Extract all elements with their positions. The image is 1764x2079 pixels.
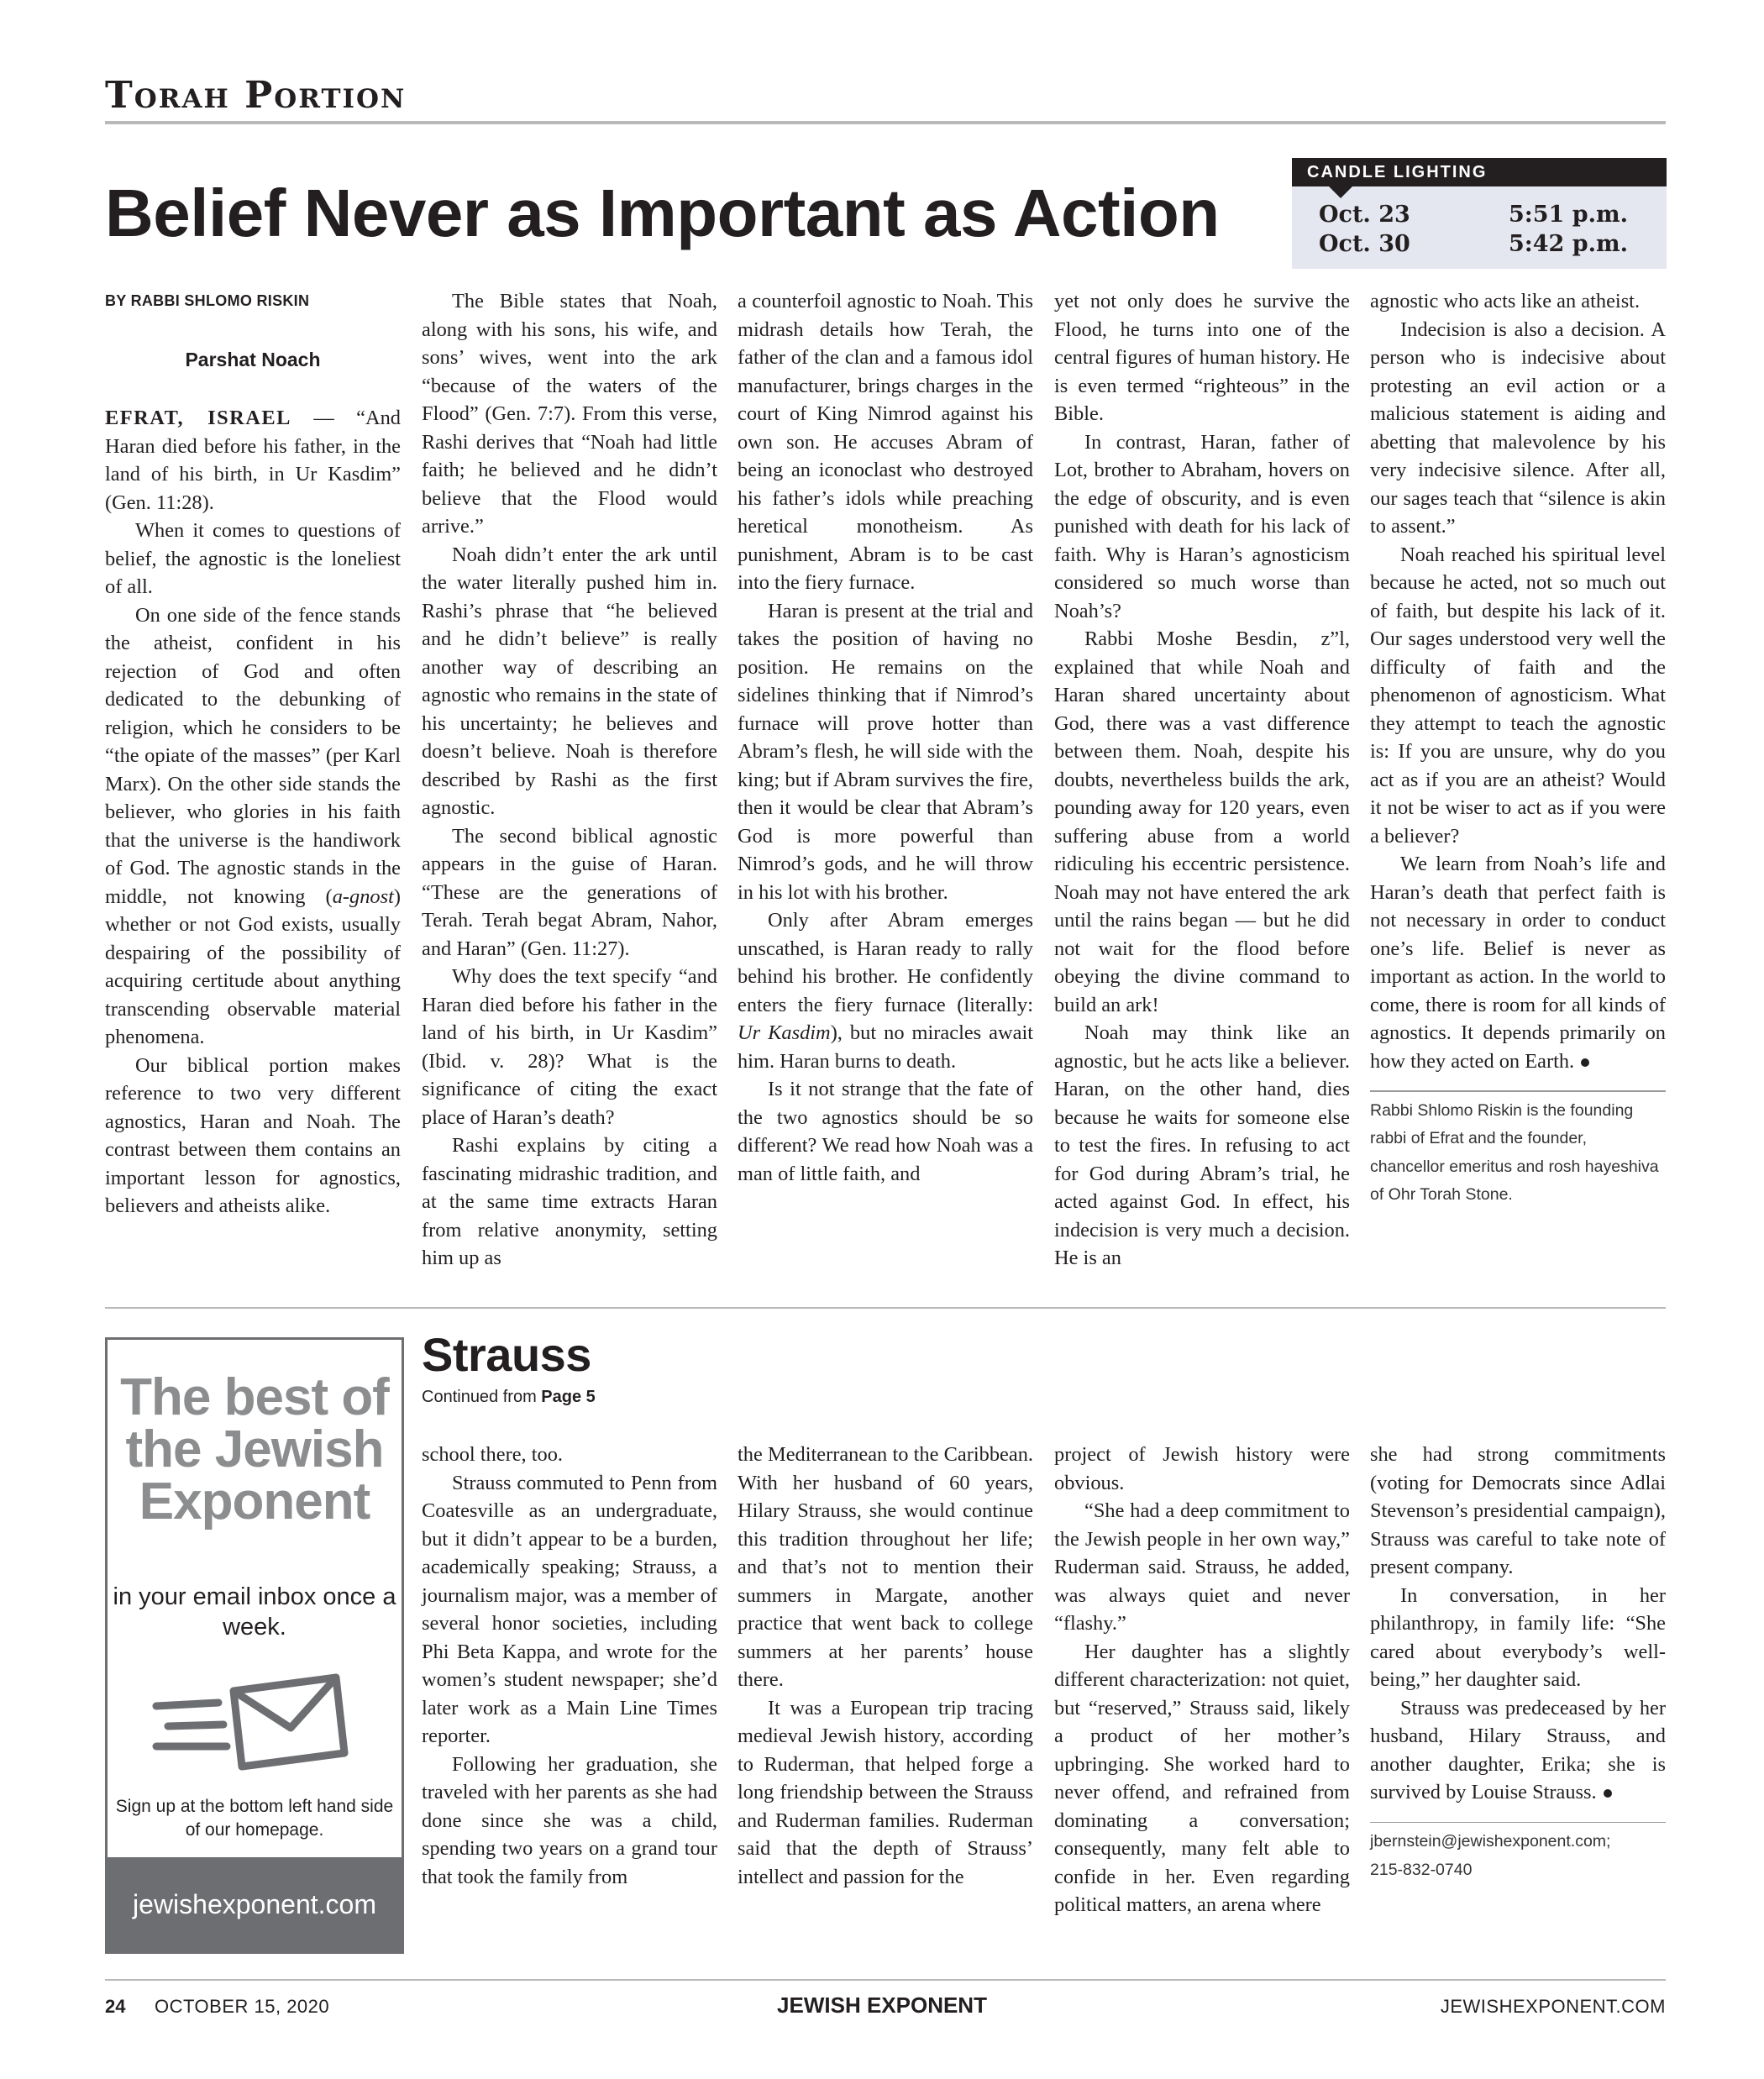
- candle-date: Oct. 23: [1319, 202, 1410, 228]
- continued-label: Continued from: [422, 1388, 542, 1406]
- ad-url-link[interactable]: jewishexponent.com: [108, 1857, 402, 1951]
- newsletter-ad[interactable]: [105, 1337, 404, 1954]
- article-paragraph: agnostic who acts like an atheist.: [1370, 290, 1641, 312]
- page-number: 24: [105, 1996, 126, 2017]
- candle-row: [1319, 231, 1646, 257]
- article-paragraph: [738, 906, 1033, 1075]
- contact-phone: 215-832-0740: [1370, 1860, 1473, 1879]
- footer-divider: [105, 1979, 1666, 1981]
- candle-row: [1319, 202, 1646, 228]
- article-column-2: [422, 287, 717, 1273]
- strauss-paragraph: It was a European trip tracing medieval Jewish history, according to Ruderman, that helped forge a long friendship between the Strauss and Ruderman families. Ruderman said that the depth of Strauss’ intellect and passion for the: [738, 1696, 1033, 1888]
- end-mark-icon: [1581, 1058, 1589, 1067]
- strauss-paragraph: she had strong commitments (voting for Democrats since Adlai Stevenson’s presidential campaign), Strauss was careful to take note of present company.: [1370, 1443, 1666, 1578]
- strauss-paragraph: project of Jewish history were obvious.: [1054, 1443, 1350, 1494]
- article-paragraph: Rashi explains by citing a fascinating midrashic tradition, and at the same time extracts Haran from relative anonymity, setting him up as: [422, 1134, 717, 1269]
- article-paragraph: Our biblical portion makes reference to two very different agnostics, Haran and Noah. The contrast between them contains an important lesson for agnostics, believers and atheists alike.: [105, 1053, 401, 1217]
- strauss-paragraph: Following her graduation, she traveled with her parents as she had done since she was a child, spending two years on a grand tour that took the family from: [422, 1752, 717, 1888]
- end-mark-icon: [1604, 1789, 1612, 1798]
- strauss-paragraph: “She had a deep commitment to the Jewish people in her own way,” Ruderman said. Strauss, he added, was always quiet and never “flashy.”: [1054, 1499, 1350, 1635]
- strauss-headline: Strauss: [422, 1328, 591, 1381]
- candle-time: 5:42 p.m.: [1509, 231, 1628, 257]
- candle-time: 5:51 p.m.: [1509, 202, 1628, 228]
- article-headline: Belief Never as Important as Action: [105, 176, 1220, 250]
- contact-divider: [1370, 1822, 1666, 1824]
- author-bio: Rabbi Shlomo Riskin is the founding rabbi of Efrat and the founder, chancellor emeritus and rosh hayeshiva of Ohr Torah Stone.: [1370, 1100, 1659, 1204]
- continued-page-link[interactable]: Page 5: [541, 1388, 596, 1406]
- article-paragraph: Why does the text specify “and Haran died before his father in the land of his birth, in Ur Kasdim” (Ibid. v. 28)? What is the significance of citing the exact place of Haran’s death?: [422, 965, 717, 1129]
- publication-name: JEWISH EXPONENT: [777, 1992, 987, 2018]
- article-paragraph: a counterfoil agnostic to Noah. This midrash details how Terah, the father of the clan and a famous idol manufacturer, brings charges in the court of King Nimrod against his own son. He accuses Abram of being an iconoclast who destroyed his father’s idols while preaching heretical monotheism. As punishment, Abram is to be cast into the fiery furnace.: [738, 290, 1033, 594]
- strauss-paragraph: Strauss commuted to Penn from Coatesville as an undergraduate, but it didn’t appear to be a burden, academically speaking; Strauss, a journalism major, was a member of several honor societies, including Phi Beta Kappa, and wrote for the women’s student newspaper; she’d later work as a Main Line Times reporter.: [422, 1471, 717, 1747]
- paragraph-text: On one side of the fence stands the atheist, confident in his rejection of God and often dedicated to the debunking of religion, which he considers to be “the opiate of the masses” (per Karl Marx). On the other side stands the believer, who glories in his faith that the universe is the handiwork of God. The agnostic stands in the middle, not knowing (: [105, 603, 401, 908]
- byline: BY RABBI SHLOMO RISKIN: [105, 292, 310, 309]
- article-paragraph: When it comes to questions of belief, the agnostic is the loneliest of all.: [105, 519, 401, 598]
- article-paragraph: Rabbi Moshe Besdin, z”l, explained that while Noah and Haran shared uncertainty about God, there was a vast difference between them. Noah, despite his doubts, nevertheless builds the ark, pounding away for 120 years, even suffering abuse from a world ridiculing his eccentric persistence. Noah may not have entered the ark until the rains began — but he did not wait for the flood before obeying the divine command to build an ark!: [1054, 627, 1350, 1016]
- dateline: EFRAT, ISRAEL: [105, 407, 291, 429]
- section-divider: [105, 1307, 1666, 1309]
- ad-note: Sign up at the bottom left hand side of our homepage.: [115, 1797, 394, 1840]
- issue-date: OCTOBER 15, 2020: [155, 1996, 330, 2017]
- italic-term: a-gnost: [332, 885, 394, 908]
- article-paragraph: In contrast, Haran, father of Lot, brother to Abraham, hovers on the edge of obscurity, and is even punished with death for his lack of faith. Why is Haran’s agnosticism considered so much worse than Noah’s?: [1054, 430, 1350, 622]
- paragraph-text: — “And Haran died before his father, in the land of his birth, in Ur Kasdim” (Gen. 11:28).: [105, 407, 401, 514]
- article-column-3: [738, 287, 1033, 1188]
- article-column-1: [105, 287, 401, 1221]
- paragraph-text: Strauss was predeceased by her husband, Hilary Strauss, and another daughter, Erika; she is survived by Louise Strauss.: [1370, 1696, 1666, 1803]
- article-paragraph: Haran is present at the trial and takes the position of having no position. He remains on the sidelines thinking that if Nimrod’s furnace will prove hotter than Abram’s flesh, he will side with the king; but if Abram survives the fire, then it would be clear that Abram’s God is more powerful than Nimrod’s gods, and he will throw in his lot with his brother.: [738, 599, 1033, 904]
- article-paragraph: Noah didn’t enter the ark until the water literally pushed him in. Rashi’s phrase that “he believed and he didn’t believe” is really another way of describing an agnostic who remains in the state of his uncertainty; he believes and doesn’t believe. Noah is therefore described by Rashi as the first agnostic.: [422, 543, 717, 819]
- article-column-5: [1370, 287, 1666, 1210]
- section-label: Torah Portion: [105, 74, 407, 117]
- strauss-column-3: [1054, 1441, 1350, 1919]
- italic-term: Ur Kasdim: [738, 1021, 831, 1044]
- paragraph-text: We learn from Noah’s life and Haran’s death that perfect faith is not necessary in order to conduct one’s life. Belief is never as important as action. In the world to come, there is room for all kinds of agnostics. It depends primarily on how they acted on Earth.: [1370, 853, 1666, 1073]
- strauss-column-2: [738, 1441, 1033, 1891]
- strauss-paragraph: [1370, 1694, 1666, 1807]
- article-paragraph: [1370, 850, 1666, 1075]
- parshat-name: Parshat Noach: [185, 348, 321, 370]
- ad-headline: The best of the Jewish Exponent: [120, 1368, 389, 1530]
- strauss-column-4: [1370, 1441, 1666, 1884]
- paragraph-text: Only after Abram emerges unscathed, is Haran ready to rally behind his brother. He confidently enters the fiery furnace (literally:: [738, 909, 1033, 1016]
- candle-lighting-box: [1292, 158, 1667, 269]
- top-divider: [105, 121, 1666, 124]
- article-paragraph: yet not only does he survive the Flood, he turns into one of the central figures of human history. He is even termed “righteous” in the Bible.: [1054, 290, 1350, 425]
- article-paragraph: The Bible states that Noah, along with his sons, his wife, and sons’ wives, went into the ark “because of the waters of the Flood” (Gen. 7:7). From this verse, Rashi derives that “Noah had little faith; he believed and he didn’t believe that the Flood would arrive.”: [422, 290, 717, 538]
- contact-email-link[interactable]: jbernstein@jewishexponent.com;: [1370, 1832, 1611, 1851]
- article-paragraph: Is it not strange that the fate of the two agnostics should be so different? We read how Noah was a man of little faith, and: [738, 1078, 1033, 1185]
- strauss-paragraph: Her daughter has a slightly different characterization: not quiet, but “reserved,” Strauss said, likely a product of her mother’s upbringing. She worked hard to never offend, and refrained from dominating a conversation; consequently, many felt able to confide in her. Even regarding political matters, an arena where: [1054, 1640, 1350, 1916]
- strauss-paragraph: In conversation, in her philanthropy, in family life: “She cared about everybody’s well-being,” her daughter said.: [1370, 1583, 1666, 1691]
- website-link[interactable]: JEWISHEXPONENT.COM: [1440, 1996, 1666, 2017]
- strauss-column-1: [422, 1441, 717, 1891]
- bio-divider: [1370, 1090, 1666, 1092]
- article-paragraph: Noah may think like an agnostic, but he acts like a believer. Haran, on the other hand, dies because he waits for someone else to test the fires. In refusing to act for God during Abram’s trial, he acted against God. In effect, his indecision is very much a decision. He is an: [1054, 1021, 1350, 1269]
- article-paragraph: Noah reached his spiritual level because he acted, not so much out of faith, but despite his lack of it. Our sages understood very well the difficulty of faith and the phenomenon of agnosticism. What they attempt to teach the agnostic is: If you are unsure, why do you act as if you are an atheist? Would it not be wiser to act as if you were a believer?: [1370, 543, 1666, 848]
- article-paragraph: [105, 601, 401, 1052]
- candle-pointer-icon: [1329, 186, 1352, 198]
- strauss-paragraph: the Mediterranean to the Caribbean. With her husband of 60 years, Hilary Strauss, she would continue this tradition throughout her life; and that’s not to mention their summers in Margate, another practice that went back to college summers at her parents’ house there.: [738, 1443, 1033, 1691]
- article-column-4: [1054, 287, 1350, 1273]
- ad-subtitle: in your email inbox once a week.: [113, 1583, 396, 1641]
- email-envelope-icon: [150, 1659, 351, 1785]
- paragraph-text: ), but no miracles await him. Haran burns to death.: [738, 1021, 1034, 1073]
- article-paragraph: The second biblical agnostic appears in the guise of Haran. “These are the generations of Terah. Terah begat Abram, Nahor, and Haran” (Gen. 11:27).: [422, 824, 717, 960]
- candle-date: Oct. 30: [1319, 231, 1410, 257]
- continued-from: [422, 1388, 596, 1407]
- article-paragraph: [105, 404, 401, 517]
- paragraph-text: ) whether or not God exists, usually despairing of the possibility of acquiring certitude about anything transcending observable material phenomena.: [105, 885, 401, 1048]
- candle-lighting-title: CANDLE LIGHTING: [1292, 158, 1667, 186]
- strauss-paragraph: school there, too.: [422, 1443, 563, 1466]
- article-paragraph: Indecision is also a decision. A person who is indecisive about protesting an evil action or a malicious statement is aiding and abetting that malevolence by his very indecisive silence. After all, our sages teach that “silence is akin to assent.”: [1370, 318, 1666, 538]
